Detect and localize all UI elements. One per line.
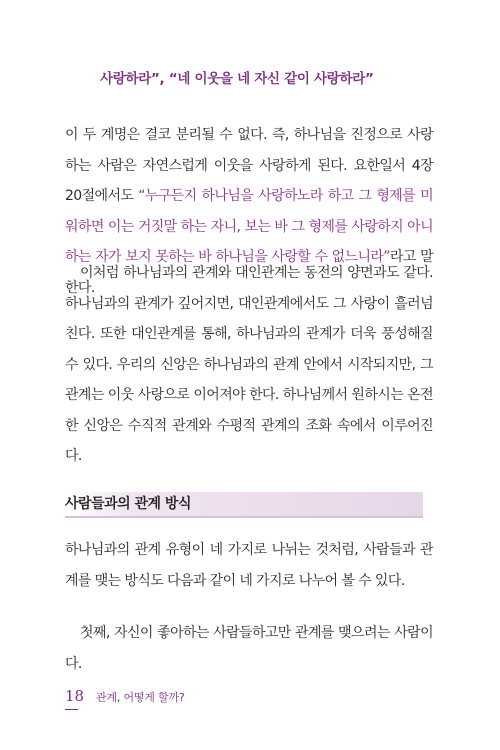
paragraph-2: 이처럼 하나님과의 관계와 대인관계는 동전의 양면과도 같다. 하나님과의 관계가 깊어지면, 대인관계에서도 그 사랑이 흘러넘친다. 또한 대인관계를 통해, 하나님과의 관계가 더욱 풍성해질 수 있다. 우리의 신앙은 하나님과의 관계 안에서 시작되지만, 그 관계는 이웃 사랑으로 이어져야 한다. 하나님께서 원하시는 온전한 신앙은 수직적 관계와 수평적 관계의 조화 속에서 이루어진다. xyxy=(65,265,433,464)
section-heading-band xyxy=(65,492,423,518)
paragraph-1-text: 이 두 계명은 결코 분리될 수 없다. 즉, 하나님을 진정으로 사랑하는 사람은 자연스럽게 이웃을 사랑하게 된다. 요한일서 4장 20절에서도 xyxy=(65,127,433,204)
page-footer xyxy=(65,687,265,705)
paragraph-1-ending: 라고 말한다. xyxy=(65,249,433,296)
quote-continuation: 사랑하라”, “네 이웃을 네 자신 같이 사랑하라” xyxy=(100,71,374,87)
running-title: 관계, 어떻게 할까? xyxy=(96,691,185,704)
section-heading: 사람들과의 관계 방식 xyxy=(65,496,191,512)
page-number-underline xyxy=(65,709,78,710)
page-number: 18 xyxy=(65,687,85,705)
paragraph-3: 하나님과의 관계 유형이 네 가지로 나뉘는 것처럼, 사람들과 관계를 맺는 방식도 다음과 같이 네 가지로 나누어 볼 수 있다. xyxy=(65,542,433,589)
paragraph-4: 첫째, 자신이 좋아하는 사람들하고만 관계를 맺으려는 사람이다. xyxy=(65,625,433,672)
scripture-quote: “누구든지 하나님을 사랑하노라 하고 그 형제를 미워하면 이는 거짓말 하는 자니, 보는 바 그 형제를 사랑하지 아니하는 자가 보지 못하는 바 하나님을 사랑할 수 없느니라” xyxy=(65,188,433,265)
